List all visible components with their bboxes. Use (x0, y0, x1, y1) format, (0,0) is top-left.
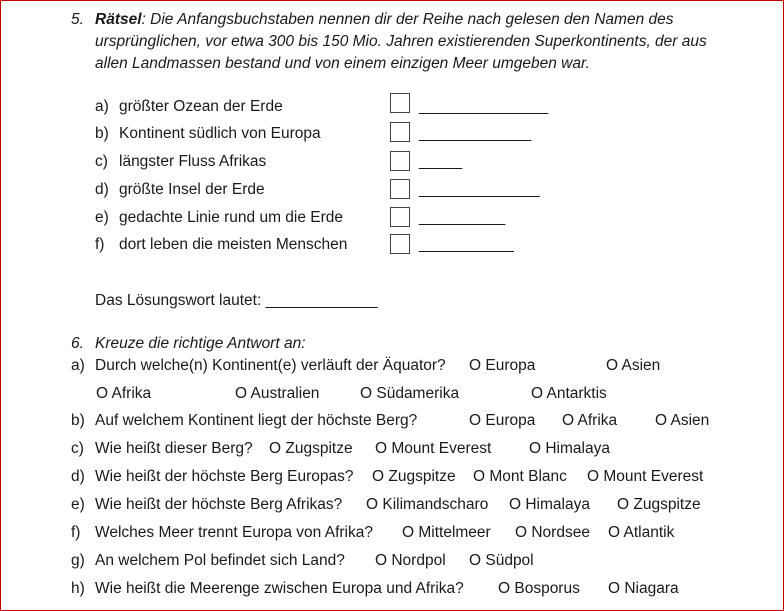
q6h-option-bosporus[interactable]: O Bosporus (498, 580, 580, 597)
q5-item-b-checkbox[interactable] (390, 122, 410, 142)
q6c-option-mount-everest[interactable]: O Mount Everest (375, 440, 492, 457)
q6d-option-mount-everest[interactable]: O Mount Everest (587, 468, 704, 485)
q5-item-f-text: dort leben die meisten Menschen (119, 236, 348, 253)
q5-title: Rätsel (95, 11, 142, 28)
q6c-option-himalaya[interactable]: O Himalaya (529, 440, 610, 457)
q5-intro-text: : Die Anfangsbuchstaben nennen dir der Reihe nach gelesen den Namen des (141, 11, 674, 28)
q6b-option-asien[interactable]: O Asien (655, 412, 710, 429)
q6-number: 6. (71, 335, 84, 352)
q6a-option-suedamerika[interactable]: O Südamerika (360, 385, 460, 402)
q5-solution-label[interactable]: Das Lösungswort lautet: _____________ (95, 292, 378, 309)
q6f-option-atlantik[interactable]: O Atlantik (608, 524, 675, 541)
q5-item-a-checkbox[interactable] (390, 93, 410, 113)
q6g-option-suedpol[interactable]: O Südpol (469, 552, 534, 569)
q5-intro-line-3: allen Landmassen bestand und von einem einzigen Meer umgeben war. (95, 55, 590, 72)
q6a-option-europa[interactable]: O Europa (469, 357, 536, 374)
q6e-option-kilimandscharo[interactable]: O Kilimandscharo (366, 496, 489, 513)
q6a-option-afrika[interactable]: O Afrika (96, 385, 152, 402)
q5-item-f-letter: f) (95, 236, 105, 253)
q5-item-c-letter: c) (95, 153, 108, 170)
q5-item-c-text: längster Fluss Afrikas (119, 153, 267, 170)
q5-item-b-letter: b) (95, 125, 109, 142)
q5-item-b-blank[interactable]: _____________ (419, 125, 532, 142)
q6d-question: Wie heißt der höchste Berg Europas? (95, 468, 354, 485)
q6b-letter: b) (71, 412, 85, 429)
q6b-option-europa[interactable]: O Europa (469, 412, 536, 429)
q6g-letter: g) (71, 552, 85, 569)
q5-item-e-checkbox[interactable] (390, 207, 410, 227)
q6a-option-australien[interactable]: O Australien (235, 385, 320, 402)
q5-item-a-text: größter Ozean der Erde (119, 98, 283, 115)
q6d-letter: d) (71, 468, 85, 485)
q5-item-d-text: größte Insel der Erde (119, 181, 265, 198)
q6f-question: Welches Meer trennt Europa von Afrika? (95, 524, 373, 541)
q5-item-e-blank[interactable]: __________ (419, 209, 506, 226)
q5-item-f-blank[interactable]: ___________ (419, 236, 514, 253)
q6d-option-mont-blanc[interactable]: O Mont Blanc (473, 468, 567, 485)
q6h-question: Wie heißt die Meerenge zwischen Europa und Afrika? (95, 580, 464, 597)
q5-item-d-letter: d) (95, 181, 109, 198)
q6b-question: Auf welchem Kontinent liegt der höchste Berg? (95, 412, 418, 429)
q5-item-c-checkbox[interactable] (390, 151, 410, 171)
q6f-letter: f) (71, 524, 81, 541)
q5-item-e-letter: e) (95, 209, 109, 226)
q6h-letter: h) (71, 580, 85, 597)
q5-item-d-blank[interactable]: ______________ (419, 181, 540, 198)
q6e-letter: e) (71, 496, 85, 513)
q6b-option-afrika[interactable]: O Afrika (562, 412, 618, 429)
q6g-option-nordpol[interactable]: O Nordpol (375, 552, 446, 569)
q6h-option-niagara[interactable]: O Niagara (608, 580, 679, 597)
q6a-option-antarktis[interactable]: O Antarktis (531, 385, 607, 402)
q5-item-a-blank[interactable]: _______________ (419, 98, 549, 115)
q6d-option-zugspitze[interactable]: O Zugspitze (372, 468, 456, 485)
q6g-question: An welchem Pol befindet sich Land? (95, 552, 345, 569)
q6c-letter: c) (71, 440, 84, 457)
q6e-option-himalaya[interactable]: O Himalaya (509, 496, 590, 513)
q5-number: 5. (71, 11, 84, 28)
q6f-option-nordsee[interactable]: O Nordsee (515, 524, 590, 541)
q5-intro-line-1 (95, 11, 674, 29)
q6a-option-asien[interactable]: O Asien (606, 357, 661, 374)
q5-item-d-checkbox[interactable] (390, 179, 410, 199)
q5-intro-line-2: ursprünglichen, vor etwa 300 bis 150 Mio. Jahren existierenden Superkontinents, der aus (95, 33, 707, 50)
q5-item-b-text: Kontinent südlich von Europa (119, 125, 321, 142)
q6f-option-mittelmeer[interactable]: O Mittelmeer (402, 524, 491, 541)
q6a-letter: a) (71, 357, 85, 374)
q6c-option-zugspitze[interactable]: O Zugspitze (269, 440, 353, 457)
q5-item-a-letter: a) (95, 98, 109, 115)
q6a-question: Durch welche(n) Kontinent(e) verläuft der Äquator? (95, 357, 446, 374)
q6e-question: Wie heißt der höchste Berg Afrikas? (95, 496, 343, 513)
q6e-option-zugspitze[interactable]: O Zugspitze (617, 496, 701, 513)
q5-item-c-blank[interactable]: _____ (419, 153, 463, 170)
q6c-question: Wie heißt dieser Berg? (95, 440, 253, 457)
q6-title: Kreuze die richtige Antwort an: (95, 335, 306, 352)
q5-item-e-text: gedachte Linie rund um die Erde (119, 209, 344, 226)
q5-item-f-checkbox[interactable] (390, 234, 410, 254)
